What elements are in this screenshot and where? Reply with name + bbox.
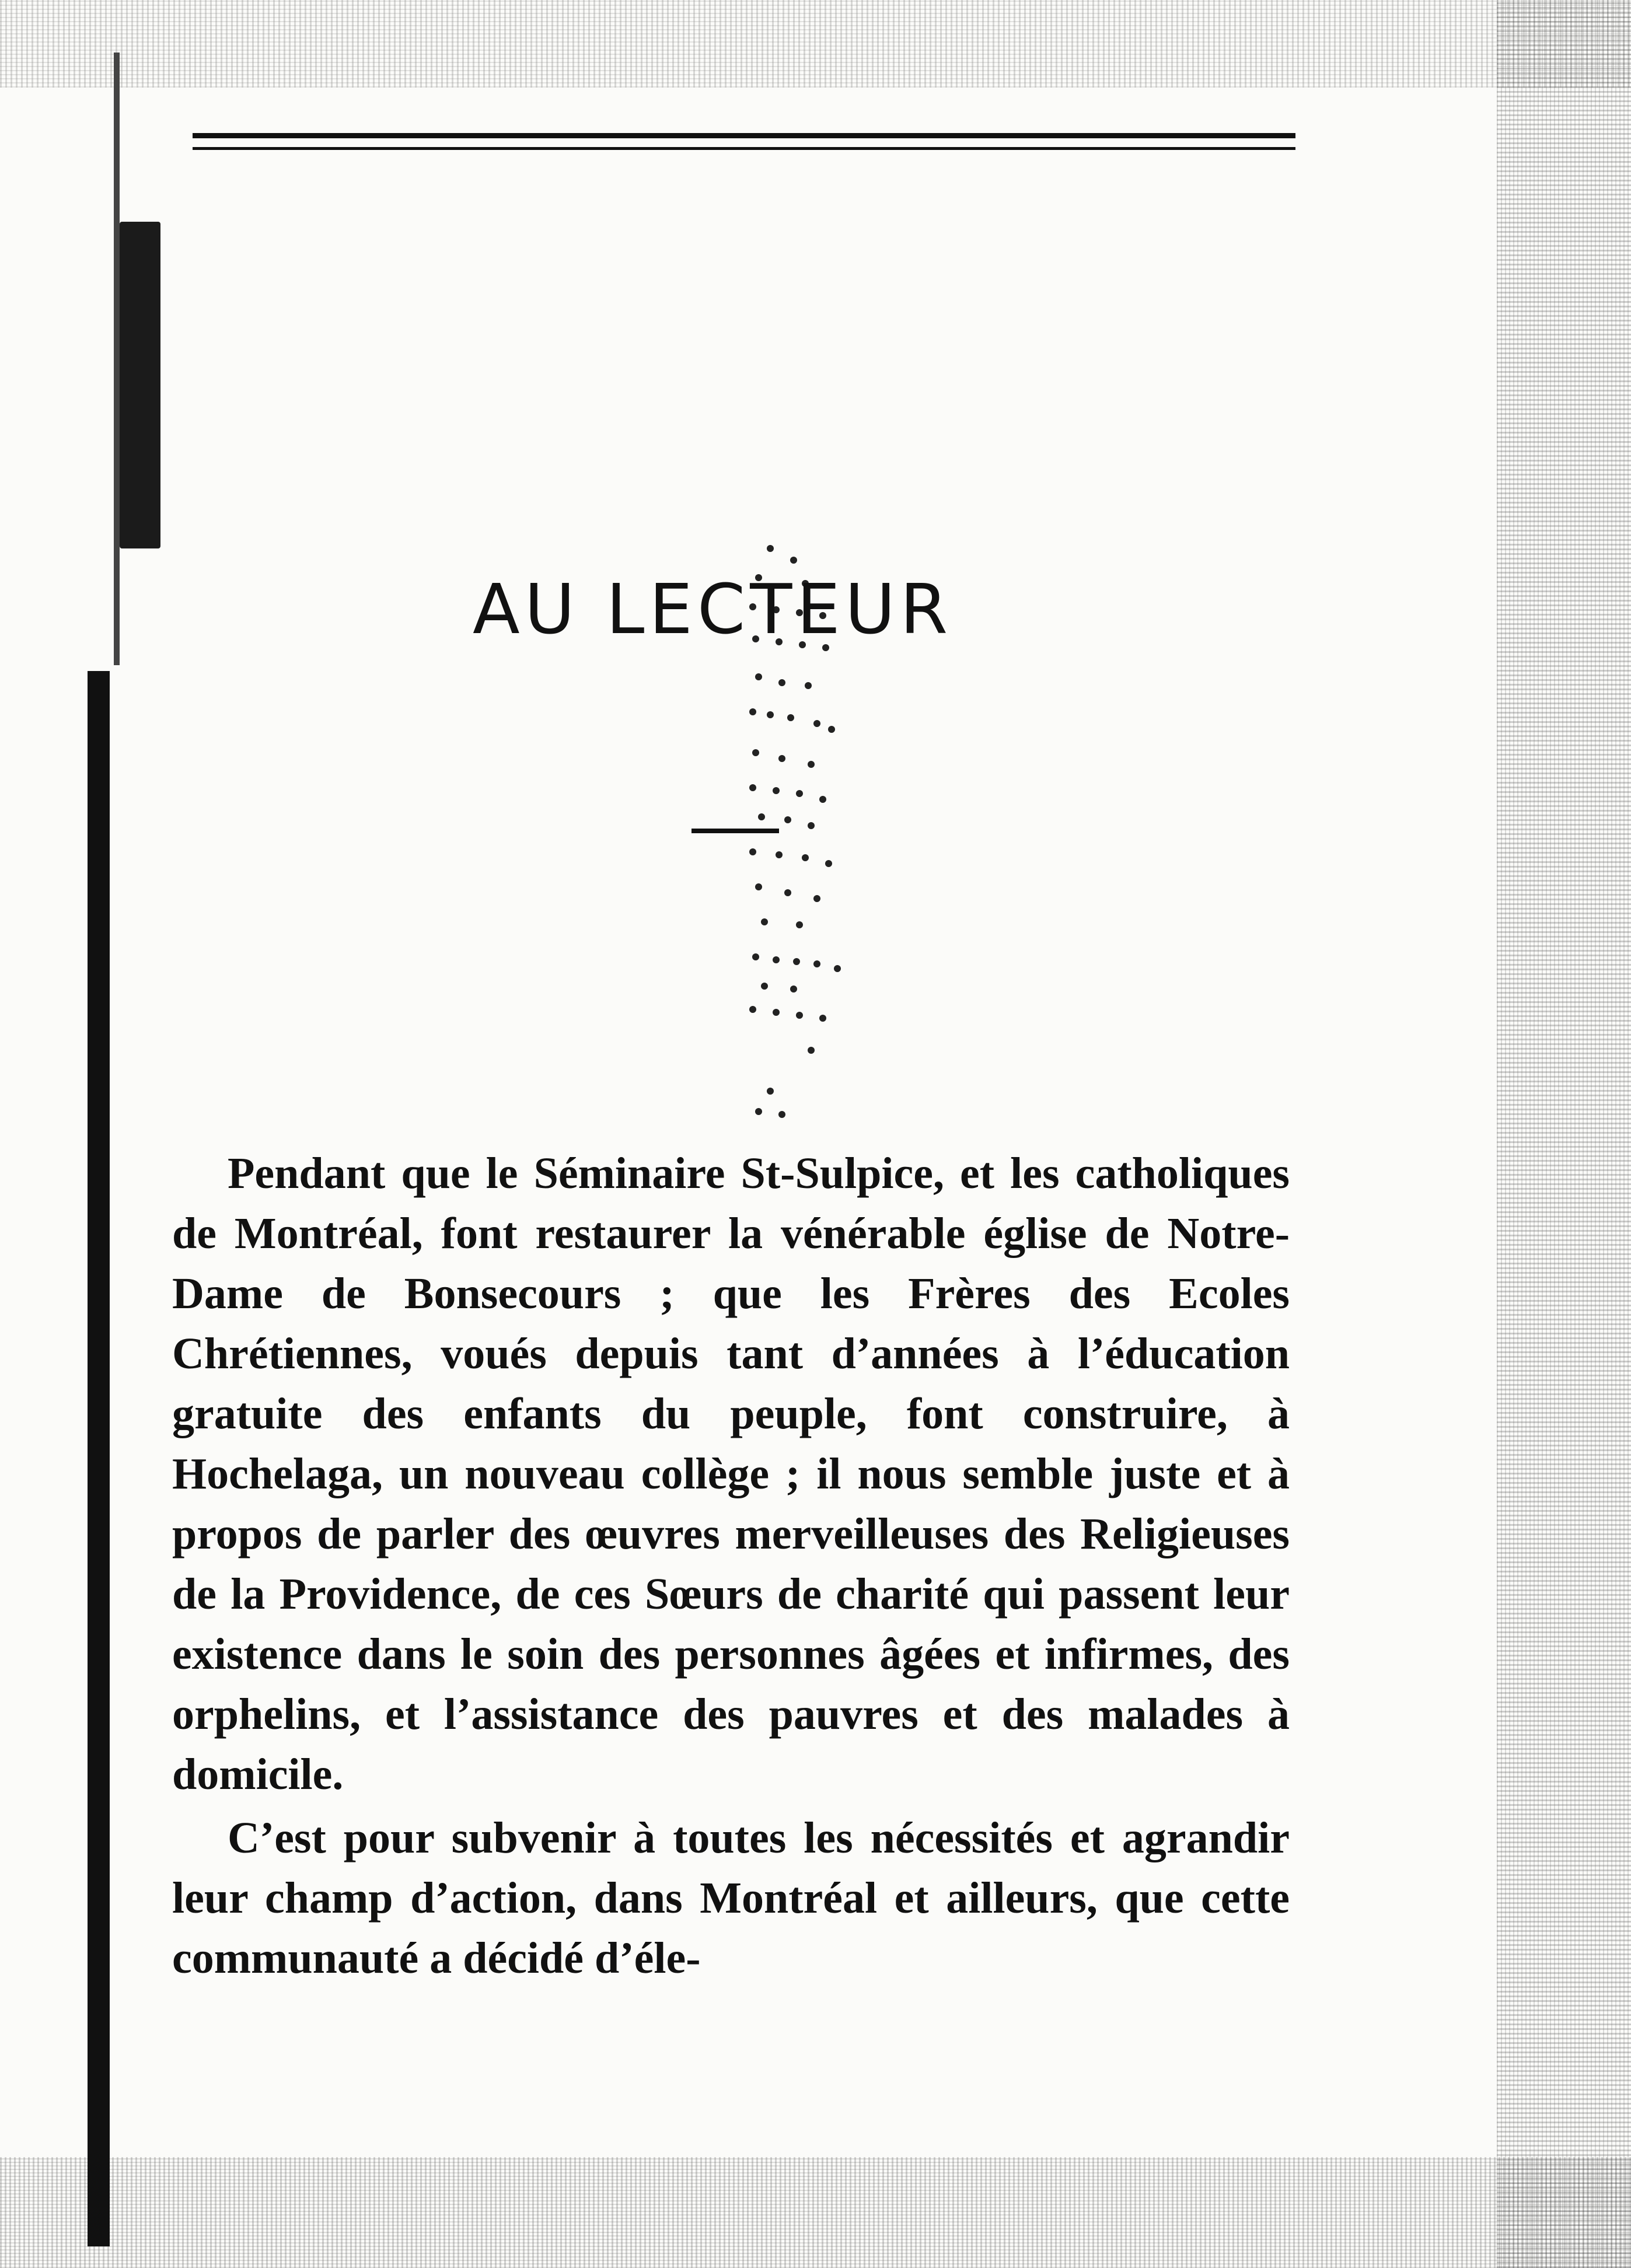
page-title: AU LECTEUR [473, 569, 953, 649]
header-rule-thick [193, 133, 1295, 138]
stray-dash [691, 829, 779, 833]
paragraph-1: Pendant que le Séminaire St-Sulpice, et les catholiques de Montréal, font restaurer la vénérable église de Notre-Dame de Bonsecours ; que les Frères des Ecoles Chrétiennes, voués depuis tant d’années à l’éducation gratuite des enfants du peuple, font construire, à Hochelaga, un nouveau collège ; il nous semble juste et à propos de parler des œuvres merveilleuses des Religieuses de la Providence, de ces Sœurs de charité qui passent leur existence dans le soin des personnes âgées et infirmes, des orphelins, et l’assistance des pauvres et des malades à domicile. [172, 1149, 1290, 1799]
paragraph-2: C’est pour subvenir à toutes les nécessités et agrandir leur champ d’action, dans Montréal et ailleurs, que cette communauté a décidé d’éle- [172, 1813, 1290, 1983]
header-rule-thin [193, 147, 1295, 150]
binding-edge [114, 53, 120, 665]
binding-bar [88, 671, 110, 2246]
scan-noise-bottom [0, 2157, 1631, 2268]
scan-noise-top [0, 0, 1631, 88]
body-text [172, 1144, 1290, 1989]
scan-noise-right [1497, 0, 1631, 2268]
binding-tab [120, 222, 160, 548]
